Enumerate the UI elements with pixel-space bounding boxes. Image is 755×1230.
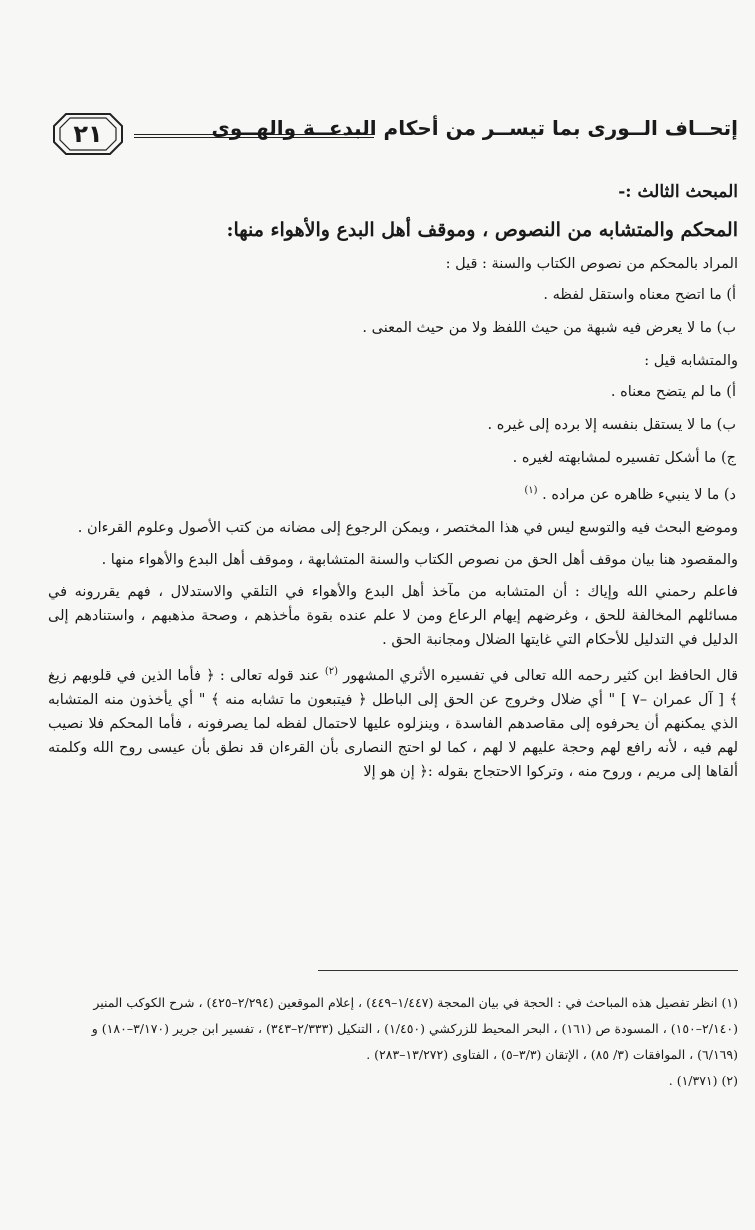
page-header bbox=[52, 112, 742, 162]
subject-title: المحكم والمتشابه من النصوص ، وموقف أهل البدع والأهواء منها: bbox=[226, 219, 738, 241]
muhkam-item: أ) ما اتضح معناه واستقل لفظه . bbox=[543, 287, 736, 303]
ibn-kathir-quote: عند قوله تعالى : ﴿ فأما الذين في قلوبهم زيغ ﴾ [ آل عمران –٧ ] " أي ضلال وخروج عن الحق إلى الباطل ﴿ فيتبعون ما تشابه منه ﴾ " أي يأخذون منه المتشابه الذي يمكنهم أن يحرفوه إلى مقاصدهم الفاسدة ، وينزلوه عليها لاحتمال لفظه لما يصرفونه ، فأما المحكم فلا نصيب لهم فيه ، لأنه رافع لهم وحجة عليهم لا لهم ، كما لو احتج النصارى بأن القرءان قد نطق بأن عيسى روح الله وكلمته ألقاها إلى مريم ، وروح منه ، وتركوا الاحتجاج بقوله :﴿ إن هو إلا bbox=[48, 667, 738, 780]
footnote-separator bbox=[318, 970, 738, 971]
mutashabih-item-last bbox=[48, 479, 738, 507]
page-number: ٢١ bbox=[73, 120, 103, 148]
footnote-marker-2: (٢) bbox=[324, 665, 339, 677]
footnote: (٢) (١/٣٧١) . bbox=[668, 1073, 738, 1088]
footnote-marker-1: (١) bbox=[524, 485, 538, 496]
ibn-kathir-paragraph bbox=[48, 660, 738, 784]
mutashabih-intro: والمتشابه قيل : bbox=[644, 353, 738, 369]
section-title: المبحث الثالث :- bbox=[618, 182, 738, 202]
paragraph: فاعلم رحمني الله وإياك : أن المتشابه من مآخذ أهل البدع والأهواء في التلقي والاستدلال ، فهم يقررونه في مسائلهم المخالفة للحق ، وغرضهم إيهام الرعاع ومن لا علم عنده بقوة مأخذهم ، وصحة مذهبهم ، واستنادهم إلى الدليل في التدليل للأحكام التي غايتها الضلال ومجانبة الحق . bbox=[48, 583, 738, 648]
mutashabih-item: ج) ما أشكل تفسيره لمشابهته لغيره . bbox=[512, 450, 736, 466]
mutashabih-item: أ) ما لم يتضح معناه . bbox=[610, 384, 736, 400]
ibn-kathir-intro: قال الحافظ ابن كثير رحمه الله تعالى في تفسيره الأثري المشهور bbox=[343, 667, 739, 684]
footnotes bbox=[48, 990, 738, 1094]
mutashabih-item: ب) ما لا يستقل بنفسه إلا برده إلى غيره . bbox=[487, 417, 736, 433]
footnote: (١) انظر تفصيل هذه المباحث في : الحجة في بيان المحجة (١/٤٤٧–٤٤٩) ، إعلام الموقعين (٢/٢٩٤–٤٢٥) ، شرح الكوكب المنير (٢/١٤٠–١٥٠) ، المسودة ص (١٦١) ، البحر المحيط للزركشي (١/٤٥٠) ، التنكيل (٢/٣٣٣–٣٤٣) ، تفسير ابن جرير (٣/١٧٠–١٨٠) و (٦/١٦٩) ، الموافقات (٣/ ٨٥) ، الإتقان (٣/٣–٥) ، الفتاوى (١٣/٢٧٢–٢٨٣) . bbox=[91, 995, 738, 1062]
main-text bbox=[48, 172, 738, 792]
paragraph: والمقصود هنا بيان موقف أهل الحق من نصوص الكتاب والسنة المتشابهة ، وموقف أهل البدع والأهواء منها . bbox=[101, 551, 738, 568]
running-title: إتحــاف الــورى بما تيســر من أحكام البدعــة والهــوى bbox=[211, 116, 738, 140]
mutashabih-item-text: د) ما لا ينبيء ظاهره عن مراده . bbox=[542, 486, 736, 503]
muhkam-item: ب) ما لا يعرض فيه شبهة من حيث اللفظ ولا من حيث المعنى . bbox=[362, 320, 736, 336]
muhkam-intro: المراد بالمحكم من نصوص الكتاب والسنة : قيل : bbox=[445, 256, 738, 272]
paragraph: وموضع البحث فيه والتوسع ليس في هذا المختصر ، ويمكن الرجوع إلى مضانه من كتب الأصول وعلوم القرءان . bbox=[77, 519, 738, 536]
page-number-badge bbox=[52, 112, 124, 156]
